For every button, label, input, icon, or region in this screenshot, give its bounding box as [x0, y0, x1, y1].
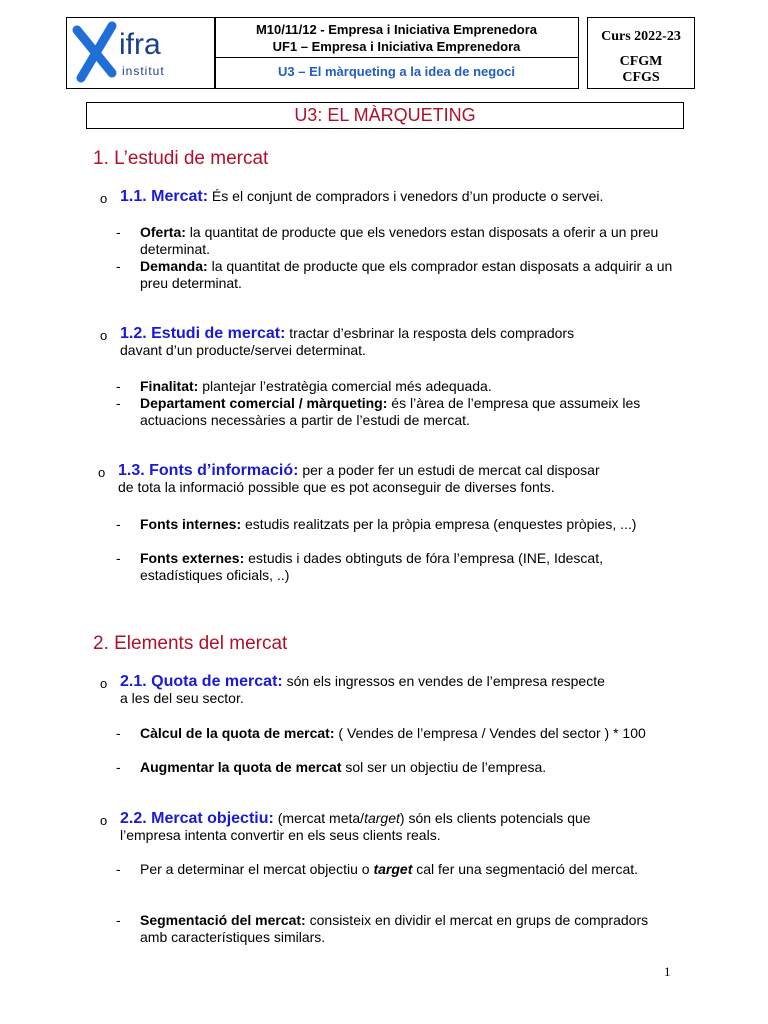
subsection-heading: 1.2. Estudi de mercat:: [120, 325, 286, 342]
circle-bullet-icon: o: [100, 813, 108, 828]
year-box: [587, 17, 695, 89]
subsection-2-2: [100, 810, 700, 844]
circle-bullet-icon: o: [100, 328, 108, 343]
item-text: la quantitat de producte que els comprador estan disposats a adquirir a un preu determinat.: [140, 258, 673, 291]
circle-bullet-icon: o: [98, 465, 106, 480]
item-text: és l’àrea de l’empresa que assumeix les actuacions necessàries a partir de l’estudi de mercat.: [140, 395, 641, 428]
subsection-heading: 2.2. Mercat objectiu:: [120, 810, 274, 827]
item-text: ( Vendes de l’empresa / Vendes del sector ) * 100: [334, 725, 646, 741]
page-number: 1: [664, 964, 671, 979]
page-title: U3: EL MÀRQUETING: [86, 102, 684, 129]
subsection-text-cont: de tota la informació possible que es pot aconseguir de diverses fonts.: [118, 479, 555, 495]
subsection-text: És el conjunt de compradors i venedors d’un producte o servei.: [208, 188, 604, 204]
subsection-heading: 1.1. Mercat:: [120, 188, 209, 205]
item-text: Per a determinar el mercat objectiu o: [140, 861, 374, 877]
logo-box: [66, 17, 216, 89]
subsection-text: ) són els clients potencials que: [399, 810, 591, 826]
item-label: Oferta:: [140, 224, 186, 240]
item-text: consisteix en dividir el mercat en grups de compradors amb característiques similars.: [140, 912, 649, 945]
section-heading-2: 2. Elements del mercat: [93, 633, 288, 654]
item-label: Segmentació del mercat:: [140, 912, 306, 928]
subsection-heading: 2.1. Quota de mercat:: [120, 673, 283, 690]
item-text: estudis realitzats per la pròpia empresa (enquestes pròpies, ...): [241, 516, 637, 532]
subsection-heading: 1.3. Fonts d’informació:: [118, 462, 299, 479]
circle-bullet-icon: o: [100, 191, 108, 206]
subsection-text: (mercat meta/: [273, 810, 365, 826]
logo-text: ifra: [119, 28, 161, 61]
item-text: sol ser un objectiu de l’empresa.: [341, 759, 547, 775]
item-label: Departament comercial / màrqueting:: [140, 395, 388, 411]
item-text: la quantitat de producte que els venedors estan disposats a oferir a un preu determinat.: [140, 224, 659, 257]
subsection-1-2: [100, 325, 700, 359]
item-text: plantejar l’estratègia comercial més adequada.: [198, 378, 492, 394]
subsection-text-em: target: [364, 810, 400, 826]
subsection-1-3: [98, 462, 698, 496]
level-cfgm: CFGM: [619, 54, 663, 69]
subsection-text-cont: l’empresa intenta convertir en els seus clients reals.: [120, 827, 441, 843]
section-heading-1: 1. L’estudi de mercat: [93, 148, 269, 169]
subsection-text-cont: davant d’un producte/servei determinat.: [120, 342, 366, 358]
subsection-text-cont: a les del seu sector.: [120, 690, 244, 706]
item-label: Càlcul de la quota de mercat:: [140, 725, 335, 741]
item-label: Finalitat:: [140, 378, 199, 394]
course-line-1: M10/11/12 - Empresa i Iniciativa Emprenedora: [255, 22, 538, 37]
course-box: [214, 17, 579, 89]
item-text: cal fer una segmentació del mercat.: [412, 861, 639, 877]
course-line-3: U3 – El màrqueting a la idea de negoci: [278, 64, 515, 79]
item-text-em: target: [373, 861, 413, 877]
logo-subtext: institut: [122, 64, 165, 78]
circle-bullet-icon: o: [100, 676, 108, 691]
item-label: Fonts externes:: [140, 550, 245, 566]
course-line-2: UF1 – Empresa i Iniciativa Emprenedora: [272, 39, 521, 54]
level-cfgs: CFGS: [622, 70, 660, 85]
course-year: Curs 2022-23: [601, 29, 681, 44]
subsection-2-1: [100, 673, 700, 707]
item-label: Demanda:: [140, 258, 208, 274]
subsection-text: són els ingressos en vendes de l’empresa respecte: [282, 673, 605, 689]
item-label: Augmentar la quota de mercat: [140, 759, 342, 775]
subsection-text: tractar d’esbrinar la resposta dels compradors: [285, 325, 575, 341]
item-label: Fonts internes:: [140, 516, 242, 532]
subsection-text: per a poder fer un estudi de mercat cal disposar: [298, 462, 600, 478]
item-text: estudis i dades obtinguts de fóra l’empresa (INE, Idescat, estadístiques oficials, ..): [140, 550, 603, 583]
subsection-1-1: [100, 188, 700, 205]
